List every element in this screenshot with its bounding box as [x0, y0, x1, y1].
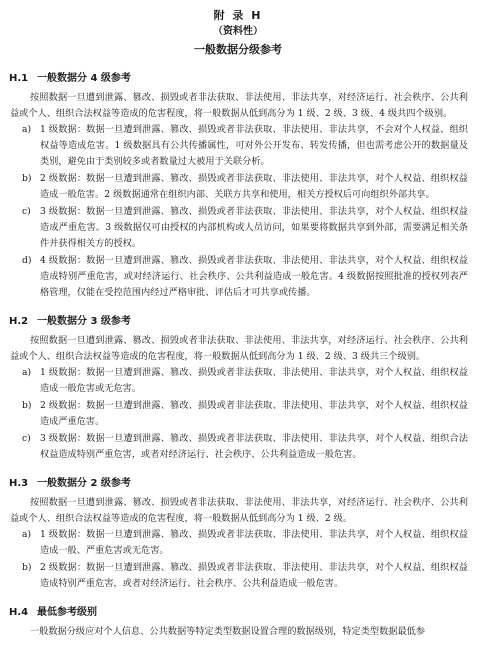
list-item — [10, 431, 468, 463]
section-title: 一般数据分 3 级参考 — [37, 316, 131, 327]
list-item-marker: d) — [22, 255, 32, 266]
list-item-marker: b) — [22, 173, 32, 184]
section-number: H.4 — [9, 607, 29, 618]
section-number: H.3 — [9, 478, 29, 489]
list-item — [10, 204, 468, 252]
list-item-text: 2 级数据：数据一旦遭到泄露、篡改、损毁或者非法获取、非法使用、非法共享，对个人权益、组织权益造成特别严重危害，或者对经济运行、社会秩序、公共利益造成一般危害。 — [40, 562, 468, 589]
list-item — [10, 122, 468, 170]
list-item-marker: a) — [22, 367, 32, 378]
list-item — [10, 527, 468, 559]
section-heading — [9, 315, 468, 329]
appendix-title: 一般数据分级参考 — [194, 43, 282, 56]
list-item-text: 1 级数据：数据一旦遭到泄露、篡改、损毁或者非法获取、非法使用、非法共享，不会对个人权益、组织权益等造成危害。1 级数据具有公共传播属性，可对外公开发布、转发传播，但也需考虑公开的数据量及类别，避免由于类别较多或者数量过大被用于关联分析。 — [40, 124, 468, 167]
list-item-text: 4 级数据：数据一旦遭到泄露、篡改、损毁或者非法获取、非法使用、非法共享，对个人权益、组织权益造成特别严重危害，或对经济运行、社会秩序、公共利益造成一般危害。4 级数据按照批准的授权列表严格管理，仅能在受控范围内经过严格审批、评估后才可共享或传播。 — [40, 255, 468, 298]
list-item — [10, 253, 468, 301]
list-item-marker: b) — [22, 562, 32, 573]
list-item — [10, 365, 468, 397]
list-item-marker: a) — [22, 124, 32, 135]
section-intro-paragraph: 按照数据一旦遭到泄露、篡改、损毁或者非法获取、非法使用、非法共享，对经济运行、社会秩序、公共利益或个人、组织合法权益等造成的危害程度，将一般数据从低到高分为 1 级、2 级。 — [10, 497, 468, 524]
sections-container — [8, 72, 468, 640]
section-intro-paragraph: 一般数据分级应对个人信息、公共数据等特定类型数据设置合理的数据级别，特定类型数据最低参 — [30, 626, 426, 637]
section-heading — [9, 72, 468, 86]
list-item-text: 2 级数据：数据一旦遭到泄露、篡改、损毁或者非法获取、非法使用、非法共享，对个人权益、组织权益造成一般危害。2 级数据通常在组织内部、关联方共享和使用，相关方授权后可向组织外部共享。 — [40, 173, 468, 200]
list-item-text: 3 级数据：数据一旦遭到泄露、篡改、损毁或者非法获取、非法使用、非法共享，对个人权益、组织权益造成严重危害。3 级数据仅可由授权的内部机构或人员访问，如果要将数据共享到外部，需要满足相关条件并获得相关方的授权。 — [40, 206, 468, 249]
list-item-text: 2 级数据：数据一旦遭到泄露、篡改、损毁或者非法获取、非法使用、非法共享，对个人权益、组织权益造成严重危害。 — [40, 400, 468, 427]
section-number: H.1 — [9, 73, 29, 84]
section-heading — [9, 477, 468, 491]
list-item-marker: b) — [22, 400, 32, 411]
section-title: 最低参考级别 — [37, 607, 97, 618]
list-item-text: 3 级数据：数据一旦遭到泄露、篡改、损毁或者非法获取、非法使用、非法共享，对个人权益、组织合法权益造成特别严重危害，或者对经济运行、社会秩序、公共利益造成一般危害。 — [40, 433, 468, 460]
appendix-header — [8, 8, 468, 58]
list-item-text: 1 级数据：数据一旦遭到泄露、篡改、损毁或者非法获取、非法使用、非法共享，对个人权益、组织权益造成一般危害或无危害。 — [40, 367, 468, 394]
list-item — [10, 171, 468, 203]
section-title: 一般数据分 4 级参考 — [37, 73, 131, 84]
section-intro-paragraph: 按照数据一旦遭到泄露、篡改、损毁或者非法获取、非法使用、非法共享，对经济运行、社会秩序、公共利益或个人、组织合法权益等造成的危害程度，将一般数据从低到高分为 1 级、2 级、3 级共三个级别。 — [10, 335, 468, 362]
list-item-marker: c) — [22, 433, 31, 444]
appendix-label: 附 录 H — [213, 9, 263, 22]
appendix-nature: （资料性） — [213, 26, 263, 37]
section-heading — [9, 606, 468, 620]
list-item-marker: c) — [22, 206, 31, 217]
section-title: 一般数据分 2 级参考 — [37, 478, 131, 489]
list-item-text: 1 级数据：数据一旦遭到泄露、篡改、损毁或者非法获取、非法使用、非法共享，对个人权益、组织权益造成一般、严重危害或无危害。 — [40, 529, 468, 556]
list-item — [10, 398, 468, 430]
section-number: H.2 — [9, 316, 29, 327]
list-item — [10, 560, 468, 592]
list-item-marker: a) — [22, 529, 32, 540]
section-intro-paragraph: 按照数据一旦遭到泄露、篡改、损毁或者非法获取、非法使用、非法共享，对经济运行、社会秩序、公共利益或个人、组织合法权益等造成的危害程度，将一般数据从低到高分为 1 级、2 级、3 级、4 级共四个级别。 — [10, 92, 468, 119]
